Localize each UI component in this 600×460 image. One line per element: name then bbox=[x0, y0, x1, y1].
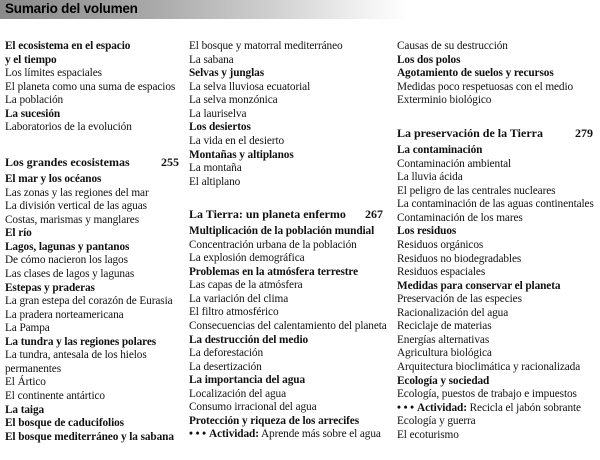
section-heading[interactable] bbox=[397, 126, 593, 144]
toc-entry[interactable]: El bosque y matorral mediterráneo bbox=[189, 40, 343, 52]
toc-entry[interactable]: La sabana bbox=[189, 53, 234, 66]
toc-entry[interactable]: De cómo nacieron los lagos bbox=[5, 254, 128, 267]
section-page-number: 279 bbox=[575, 126, 593, 140]
header-bar bbox=[0, 0, 600, 19]
section-title: La Tierra: un planeta enfermo bbox=[189, 207, 346, 221]
section-title: La preservación de la Tierra bbox=[397, 126, 543, 140]
section-heading[interactable] bbox=[189, 207, 383, 225]
toc-subheading[interactable]: Protección y riqueza de los arrecifes bbox=[189, 414, 359, 427]
toc-entry[interactable]: Residuos no biodegradables bbox=[397, 252, 522, 265]
toc-entry[interactable]: Racionalización del agua bbox=[397, 306, 509, 319]
toc-entry[interactable]: Causas de su destrucción bbox=[397, 40, 508, 52]
toc-group bbox=[397, 40, 593, 108]
toc-subheading[interactable]: Los residuos bbox=[397, 225, 457, 238]
toc-subheading[interactable]: Montañas y altiplanos bbox=[189, 148, 294, 161]
toc-subheading[interactable]: Multiplicación de la población mundial bbox=[189, 225, 375, 237]
activity-entry[interactable] bbox=[189, 428, 383, 442]
toc-subheading[interactable]: Medidas para conservar el planeta bbox=[397, 279, 561, 292]
toc-entry[interactable]: La variación del clima bbox=[189, 292, 289, 305]
toc-entry[interactable]: Agricultura biológica bbox=[397, 347, 492, 360]
toc-entry[interactable]: La selva monzónica bbox=[189, 94, 278, 107]
toc-section bbox=[5, 155, 179, 444]
toc-entry[interactable]: La montaña bbox=[189, 162, 242, 175]
toc-subheading[interactable]: La tundra y las regiones polares bbox=[5, 335, 157, 348]
toc-entry[interactable]: La contaminación de las aguas continentales bbox=[397, 198, 594, 211]
toc-entry[interactable]: Ecología, puestos de trabajo e impuestos bbox=[397, 388, 577, 401]
toc-subheading[interactable]: El mar y los océanos bbox=[5, 173, 102, 185]
page-title: Sumario del volumen bbox=[5, 1, 138, 16]
section-title: Los grandes ecosistemas bbox=[5, 155, 130, 169]
toc-subheading[interactable]: El ecosistema en el espacio bbox=[5, 40, 131, 52]
toc-section bbox=[397, 126, 593, 442]
toc-entry[interactable]: Contaminación ambiental bbox=[397, 157, 512, 170]
toc-subheading[interactable]: La taiga bbox=[5, 403, 45, 416]
toc-entry[interactable]: Residuos orgánicos bbox=[397, 238, 484, 251]
toc-entry[interactable]: Consumo irracional del agua bbox=[189, 401, 317, 414]
toc-entry[interactable]: El filtro atmosférico bbox=[189, 306, 279, 319]
toc-subheading[interactable]: Lagos, lagunas y pantanos bbox=[5, 240, 130, 253]
toc-entry[interactable]: La población bbox=[5, 94, 64, 107]
bullet-dots-icon: • • • bbox=[397, 401, 415, 414]
toc-entry[interactable]: Las clases de lagos y lagunas bbox=[5, 267, 135, 280]
activity-label: Actividad: bbox=[417, 401, 467, 414]
toc-entry[interactable]: El Ártico bbox=[5, 376, 46, 389]
toc-entry[interactable]: La división vertical de las aguas bbox=[5, 200, 147, 213]
activity-entry[interactable] bbox=[397, 402, 593, 416]
section-page-number: 255 bbox=[161, 155, 179, 169]
toc-subheading[interactable]: Problemas en la atmósfera terrestre bbox=[189, 265, 359, 278]
toc-entry[interactable]: La lauriselva bbox=[189, 107, 247, 120]
section-heading[interactable] bbox=[5, 155, 179, 173]
toc-entry[interactable]: permanentes bbox=[5, 362, 61, 375]
toc-subheading[interactable]: Los dos polos bbox=[397, 53, 461, 66]
toc-subheading[interactable]: y el tiempo bbox=[5, 53, 57, 66]
toc-subheading[interactable]: La destrucción del medio bbox=[189, 333, 309, 346]
toc-entry[interactable]: La tundra, antesala de los hielos bbox=[5, 349, 147, 362]
toc-entry[interactable]: El peligro de las centrales nucleares bbox=[397, 184, 556, 197]
toc-entry[interactable]: El planeta como una suma de espacios bbox=[5, 80, 176, 93]
toc-group bbox=[5, 40, 179, 135]
toc-subheading[interactable]: El bosque de caducifolios bbox=[5, 417, 124, 430]
toc-section bbox=[189, 207, 387, 442]
toc-subheading[interactable]: El bosque mediterráneo y la sabana bbox=[5, 430, 174, 443]
toc-entry[interactable]: Los límites espaciales bbox=[5, 67, 102, 80]
toc-subheading[interactable]: La sucesión bbox=[5, 107, 61, 120]
toc-entry[interactable]: El continente antártico bbox=[5, 390, 105, 402]
toc-entry[interactable]: Medidas poco respetuosas con el medio bbox=[397, 80, 574, 93]
toc-entry[interactable]: Arquitectura bioclimática y racionalizada bbox=[397, 361, 581, 373]
toc-entry[interactable]: Preservación de las especies bbox=[397, 293, 522, 306]
toc-entry[interactable]: Residuos espaciales bbox=[397, 266, 486, 279]
toc-subheading[interactable]: El río bbox=[5, 227, 32, 240]
toc-subheading[interactable]: Ecología y sociedad bbox=[397, 374, 490, 387]
toc-entry[interactable]: Reciclaje de materias bbox=[397, 320, 492, 333]
activity-text: Recicla el jabón sobrante bbox=[469, 401, 581, 414]
toc-subheading[interactable]: La contaminación bbox=[397, 144, 483, 156]
toc-entry[interactable]: Energías alternativas bbox=[397, 333, 490, 346]
toc-entry[interactable]: La Pampa bbox=[5, 322, 50, 335]
toc-entry[interactable]: Costas, marismas y manglares bbox=[5, 213, 139, 226]
toc-entry[interactable]: Concentración urbana de la población bbox=[189, 238, 357, 251]
toc-entry[interactable]: La gran estepa del corazón de Eurasia bbox=[5, 295, 173, 308]
toc-entry[interactable]: La vida en el desierto bbox=[189, 134, 285, 147]
toc-entry[interactable]: Laboratorios de la evolución bbox=[5, 121, 132, 134]
toc-entry[interactable]: La pradera norteamericana bbox=[5, 308, 124, 321]
toc-subheading[interactable]: Estepas y praderas bbox=[5, 281, 95, 294]
section-page-number: 267 bbox=[365, 207, 383, 221]
toc-entry[interactable]: La explosión demográfica bbox=[189, 252, 305, 265]
toc-entry[interactable]: El ecoturismo bbox=[397, 428, 459, 441]
toc-subheading[interactable]: Agotamiento de suelos y recursos bbox=[397, 67, 554, 80]
toc-subheading[interactable]: Los desiertos bbox=[189, 121, 251, 134]
toc-group bbox=[189, 40, 383, 189]
activity-text: Aprende más sobre el agua bbox=[260, 428, 381, 441]
activity-label: Actividad: bbox=[209, 428, 259, 441]
bullet-dots-icon: • • • bbox=[189, 428, 207, 441]
toc-entry[interactable]: La deforestación bbox=[189, 347, 263, 360]
toc-entry[interactable]: Consecuencias del calentamiento del planeta bbox=[189, 319, 387, 332]
toc-entry[interactable]: Exterminio biológico bbox=[397, 94, 492, 107]
toc-subheading[interactable]: Selvas y junglas bbox=[189, 67, 264, 80]
toc-entry[interactable]: Localización del agua bbox=[189, 387, 287, 400]
toc-entry[interactable]: La selva lluviosa ecuatorial bbox=[189, 80, 311, 93]
toc-entry[interactable]: Las zonas y las regiones del mar bbox=[5, 186, 149, 199]
toc-entry[interactable]: El altiplano bbox=[189, 175, 241, 188]
toc-entry[interactable]: Contaminación de los mares bbox=[397, 211, 523, 224]
toc-entry[interactable]: Las capas de la atmósfera bbox=[189, 279, 303, 292]
toc-entry[interactable]: Ecología y guerra bbox=[397, 415, 476, 428]
toc-entry[interactable]: La lluvia ácida bbox=[397, 171, 463, 184]
toc-entry[interactable]: La desertización bbox=[189, 360, 262, 373]
toc-subheading[interactable]: La importancia del agua bbox=[189, 374, 306, 387]
